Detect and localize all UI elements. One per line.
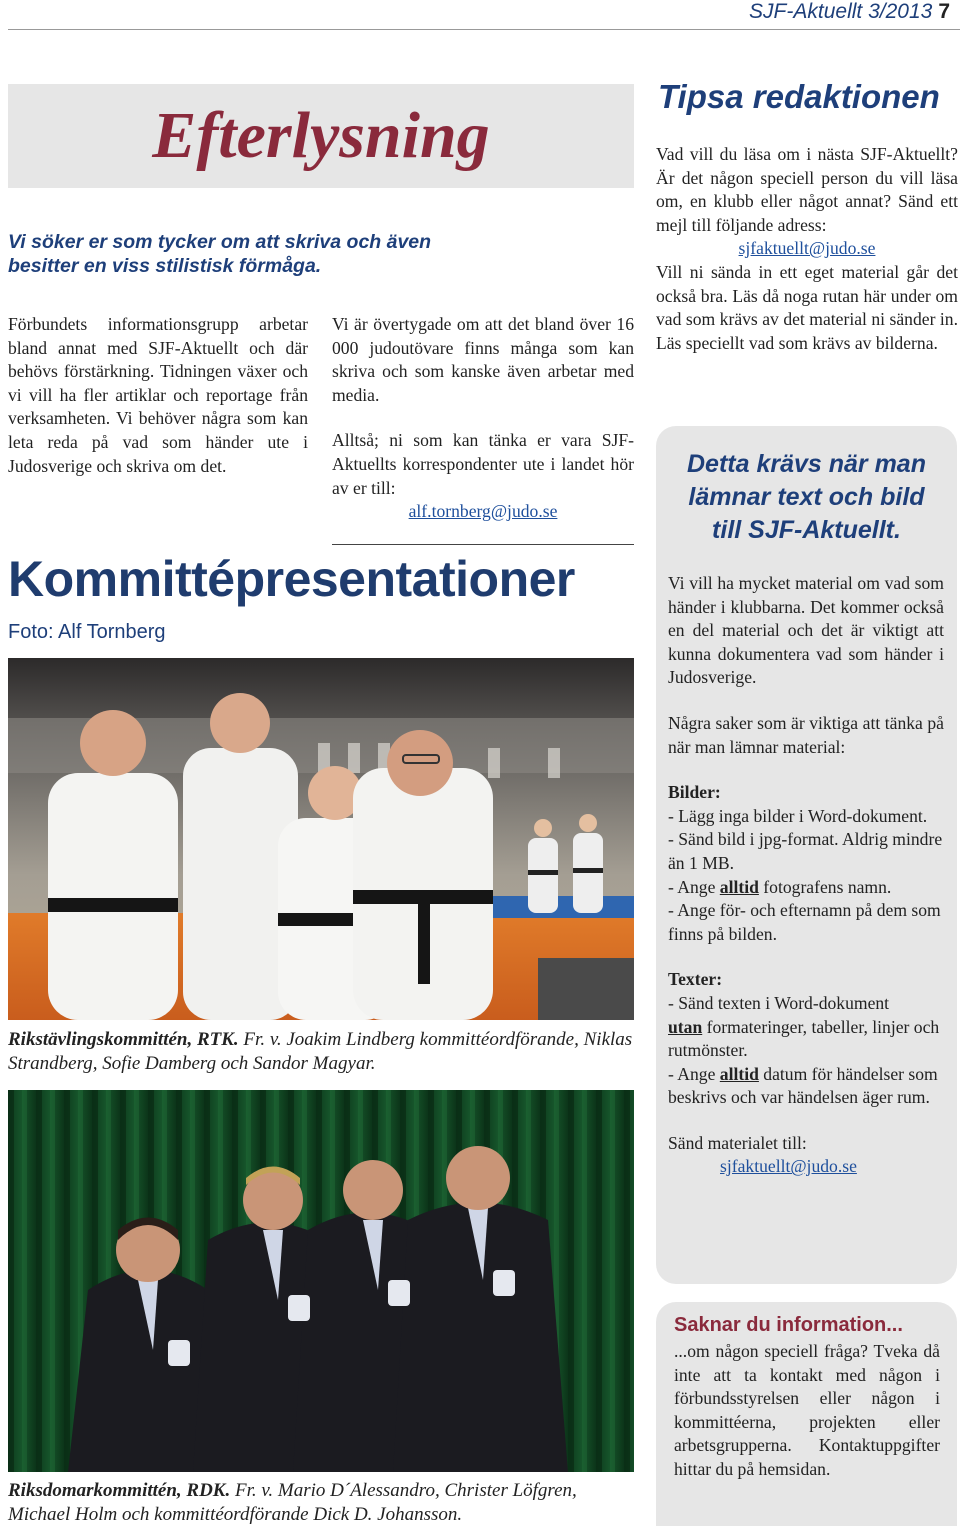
bilder-item-2: - Sänd bild i jpg-format. Aldrig mindre än 1 MB. (668, 829, 943, 873)
texter-item-3-emphasis: alltid (719, 1063, 759, 1084)
tips-email-link[interactable]: sjfaktuellt@judo.se (738, 238, 876, 259)
efterlysning-col2-p2 (332, 429, 634, 523)
missing-info-title: Saknar du information... (674, 1314, 903, 1336)
texter-item-1: - Sänd texten i Word-dokument (668, 992, 890, 1013)
rtk-group-photo (8, 658, 634, 1020)
bilder-item-4: - Ange för- och efternamn på dem som finns på bilden. (668, 900, 941, 944)
efterlysning-col2-p1: Vi är övertygade om att det bland över 16 000 judoutövare finns många som kan skriva och som kanske även arbetar med media. (332, 314, 634, 405)
rdk-caption-text: Fr. v. Mario D´Alessandro, Christer Löfgren, Michael Holm och kommittéordförande Dick D. Johansson. (8, 1480, 577, 1525)
rtk-caption (8, 1028, 634, 1076)
efterlysning-col2-p2-text: Alltså; ni som kan tänka er vara SJF-Aktuellts korrespondenter ute i landet hör av er till: (332, 430, 634, 498)
texter-section (668, 968, 944, 1110)
bilder-item-3 (668, 877, 891, 897)
texter-item-2-emphasis: utan (668, 1016, 703, 1037)
bilder-item-1: - Lägg inga bilder i Word-dokument. (668, 805, 928, 826)
header-divider (8, 29, 960, 30)
rtk-caption-text: Fr. v. Joakim Lindberg kommittéordförande, Niklas Strandberg, Sofie Damberg och Sandor Magyar. (8, 1029, 633, 1074)
rdk-caption-bold: Riksdomarkommittén, RDK. (8, 1480, 231, 1501)
texter-heading: Texter: (668, 969, 723, 990)
contact-email-link[interactable]: alf.tornberg@judo.se (408, 501, 558, 522)
rdk-group-photo (8, 1090, 634, 1472)
publication-name: SJF-Aktuellt 3/2013 (749, 0, 933, 23)
missing-info-panel (656, 1302, 957, 1526)
send-label: Sänd materialet till: (668, 1132, 807, 1153)
rtk-caption-bold: Rikstävlingskommittén, RTK. (8, 1029, 239, 1050)
tips-body (656, 143, 958, 355)
requirements-title: Detta krävs när man lämnar text och bild till SJF-Aktuellt. (686, 450, 926, 544)
efterlysning-title: Efterlysning (152, 99, 490, 172)
tips-title: Tipsa redaktionen (658, 78, 940, 115)
requirements-body (668, 572, 944, 1201)
send-section (668, 1132, 944, 1179)
bilder-heading: Bilder: (668, 782, 721, 803)
tips-text2: Vill ni sända in ett eget material går det också bra. Läs då noga rutan här under om vad som krävs av det material ni sänder in. Läs speciellt vad som krävs av bilderna. (656, 261, 958, 353)
efterlysning-col2 (332, 313, 634, 546)
texter-item-3-post: datum för händelser som beskrivs och var händelsen äger rum. (668, 1063, 938, 1108)
texter-item-3-pre: - Ange (668, 1063, 720, 1084)
page-number: 7 (938, 0, 950, 23)
bilder-item-3-emphasis: alltid (719, 876, 759, 897)
efterlysning-col1: Förbundets informationsgrupp arbetar bland annat med SJF-Aktuellt och där behövs förstärkning. Tidningen växer och vi vill ha fler artiklar och reportage från verksamheten. Vi behöver några som kan leta reda på vad som händer ute i Judosverige och skriva om det. (8, 314, 308, 476)
requirements-intro: Vi vill ha mycket material om vad som händer i klubbarna. Det kommer också en del material och det är viktigt att kunna dokumentera vad som händer i Judosverige. (668, 573, 944, 688)
missing-info-text: ...om någon speciell fråga? Tveka då inte att ta kontakt med någon i förbundsstyrelsen eller någon i kommittéerna, projekten eller arbetsgrupperna. Kontaktuppgifter hittar du på hemsidan. (674, 1341, 940, 1479)
requirements-intro2: Några saker som är viktiga att tänka på när man lämnar material: (668, 712, 944, 757)
texter-item-2-post: formateringer, tabeller, linjer och rutmönster. (668, 1016, 940, 1061)
tips-text1: Vad vill du läsa om i nästa SJF-Aktuellt? Är det någon speciell person du vill läsa om, en klubb eller något annat? Sänd ett mejl till följande adress: (656, 144, 958, 235)
section-divider (332, 544, 634, 545)
send-email-link[interactable]: sjfaktuellt@judo.se (720, 1156, 857, 1177)
efterlysning-banner (8, 84, 634, 188)
kommitte-title: Kommittépresentationer (8, 551, 575, 607)
bilder-item-3-post: fotografens namn. (758, 876, 892, 897)
photo-credit: Foto: Alf Tornberg (8, 621, 166, 643)
bilder-item-3-pre: - Ange (668, 876, 720, 897)
requirements-panel (656, 426, 957, 1284)
bilder-section (668, 781, 944, 946)
running-header (749, 0, 950, 24)
efterlysning-tagline: Vi söker er som tycker om att skriva och även besitter en viss stilistisk förmåga. (8, 231, 432, 277)
rdk-caption (8, 1479, 634, 1527)
